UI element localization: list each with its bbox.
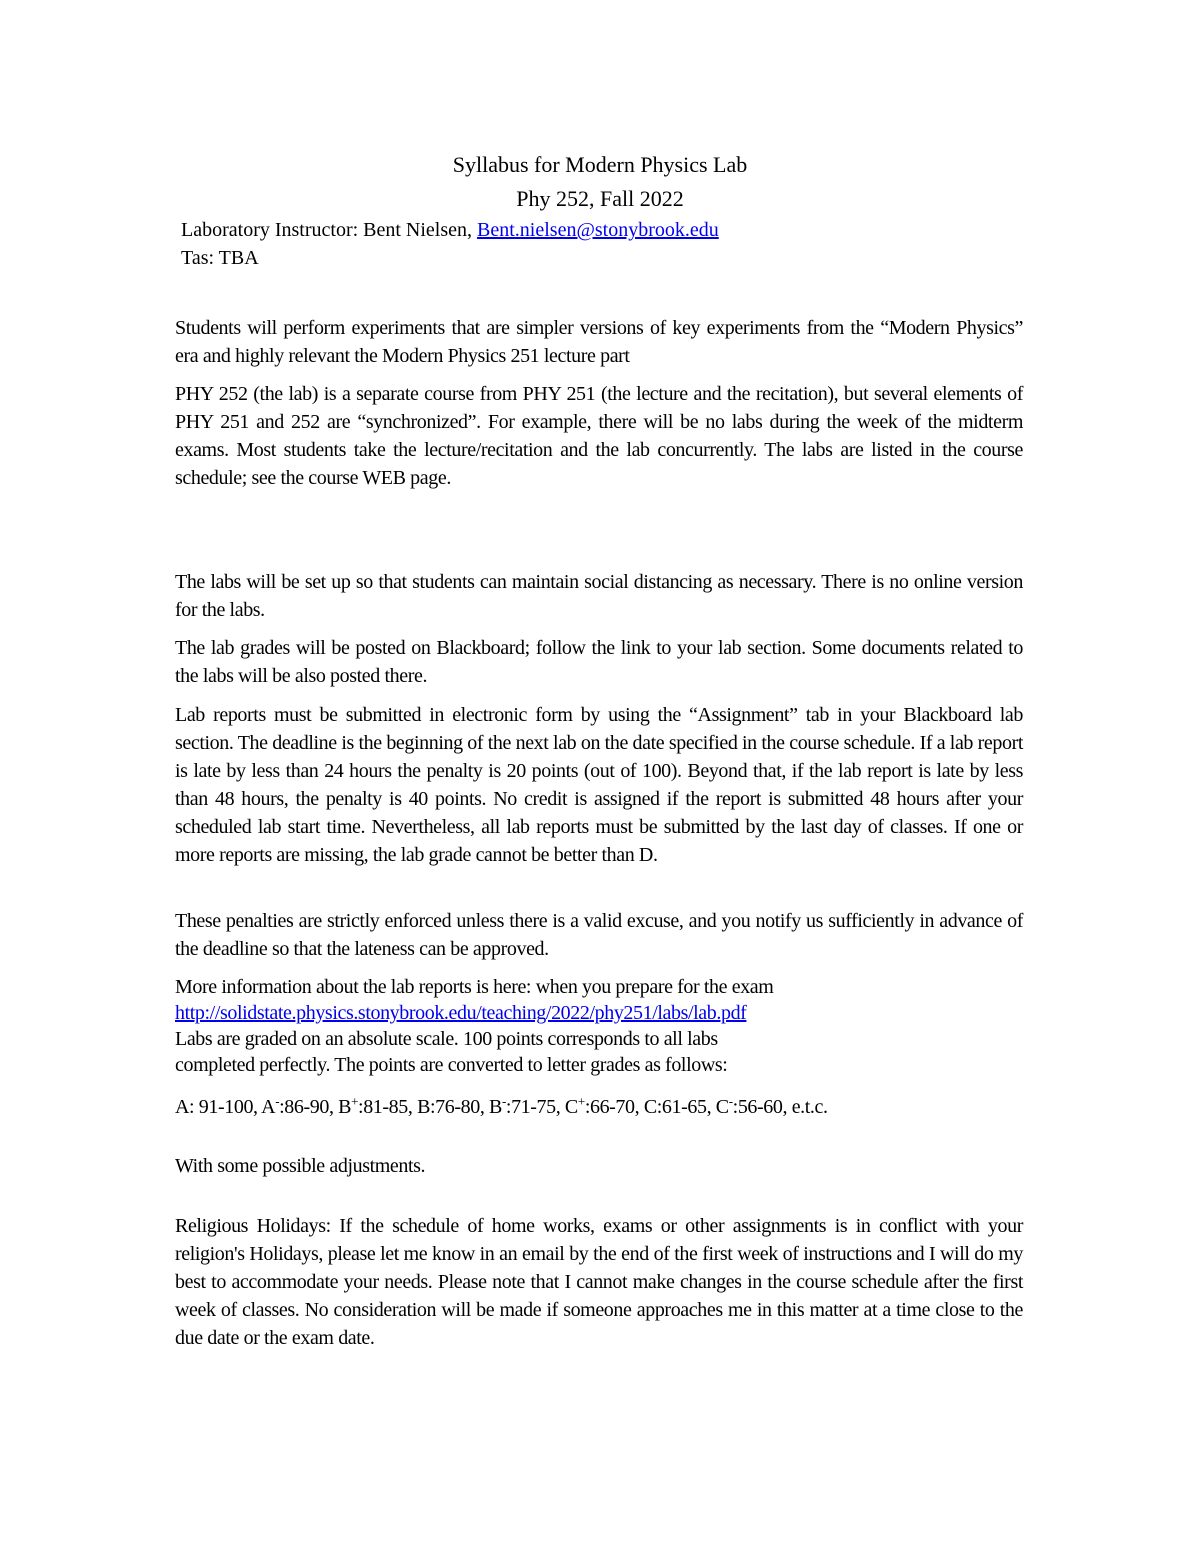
more-info-text: More information about the lab reports is here: when you prepare for the exam (175, 976, 774, 998)
instructor-line (181, 219, 719, 242)
relation-paragraph: PHY 252 (the lab) is a separate course from PHY 251 (the lecture and the recitation), but several elements of PHY 251 and 252 are “synchronized”. For example, there will be no labs during the week of the midterm exams. Most students take the lecture/recitation and the lab concurrently. The labs are listed in the course schedule; see the course WEB page. (175, 383, 1023, 489)
instructor-email-link[interactable]: Bent.nielsen@stonybrook.edu (477, 219, 719, 241)
adjustments-paragraph: With some possible adjustments. (175, 1155, 426, 1177)
tas-line: Tas: TBA (181, 247, 259, 269)
holidays-paragraph: Religious Holidays: If the schedule of home works, exams or other assignments is in conflict with your religion's Holidays, please let me know in an email by the end of the first week of instructions and I will do my best to accommodate your needs. Please note that I cannot make changes in the course schedule after the first week of classes. No consideration will be made if someone approaches me in this matter at a time close to the due date or the exam date. (175, 1215, 1023, 1349)
grade-c-minus-sup: - (728, 1093, 733, 1109)
grade-c-minus: :56-60, e.t.c. (732, 1096, 828, 1118)
grade-b-minus: :71-75, C (505, 1096, 578, 1118)
reports-paragraph: Lab reports must be submitted in electronic form by using the “Assignment” tab in your Blackboard lab section. The deadline is the beginning of the next lab on the date specified in the course schedule. If a lab report is late by less than 24 hours the penalty is 20 points (out of 100). Beyond that, if the lab report is late by less than 48 hours, the penalty is 40 points. No credit is assigned if the report is submitted 48 hours after your scheduled lab start time. Nevertheless, all lab reports must be submitted by the last day of classes. If one or more reports are missing, the lab grade cannot be better than D. (175, 704, 1023, 866)
grade-b-minus-sup: - (501, 1093, 506, 1109)
grade-b-plus: :81-85, B:76-80, B (358, 1096, 502, 1118)
grades-posted-paragraph: The lab grades will be posted on Blackboard; follow the link to your lab section. Some documents related to the labs will be also posted there. (175, 637, 1023, 687)
grade-c-plus-sup: + (577, 1093, 585, 1109)
lab-report-link[interactable]: http://solidstate.physics.stonybrook.edu/teaching/2022/phy251/labs/lab.pdf (175, 1002, 747, 1024)
grade-b-plus-sup: + (351, 1093, 359, 1109)
grade-a: A: 91-100, A (175, 1096, 276, 1118)
scale-text-1: Labs are graded on an absolute scale. 100 points corresponds to all labs (175, 1028, 718, 1050)
grade-a-minus-sup: - (275, 1093, 280, 1109)
grade-c-plus: :66-70, C:61-65, C (584, 1096, 729, 1118)
penalties-paragraph: These penalties are strictly enforced unless there is a valid excuse, and you notify us sufficiently in advance of the deadline so that the lateness can be approved. (175, 910, 1023, 960)
course-heading: Phy 252, Fall 2022 (516, 186, 684, 211)
more-info-block (175, 974, 1023, 1078)
intro-paragraph: Students will perform experiments that are simpler versions of key experiments from the “Modern Physics” era and highly relevant the Modern Physics 251 lecture part (175, 317, 1023, 367)
distancing-paragraph: The labs will be set up so that students can maintain social distancing as necessary. There is no online version for the labs. (175, 571, 1023, 621)
instructor-label: Laboratory Instructor: Bent Nielsen, (181, 219, 478, 241)
document-title: Syllabus for Modern Physics Lab (452, 152, 748, 177)
grade-a-minus: :86-90, B (279, 1096, 352, 1118)
grade-scale-line (175, 1093, 1023, 1121)
scale-text-2: completed perfectly. The points are converted to letter grades as follows: (175, 1054, 728, 1076)
